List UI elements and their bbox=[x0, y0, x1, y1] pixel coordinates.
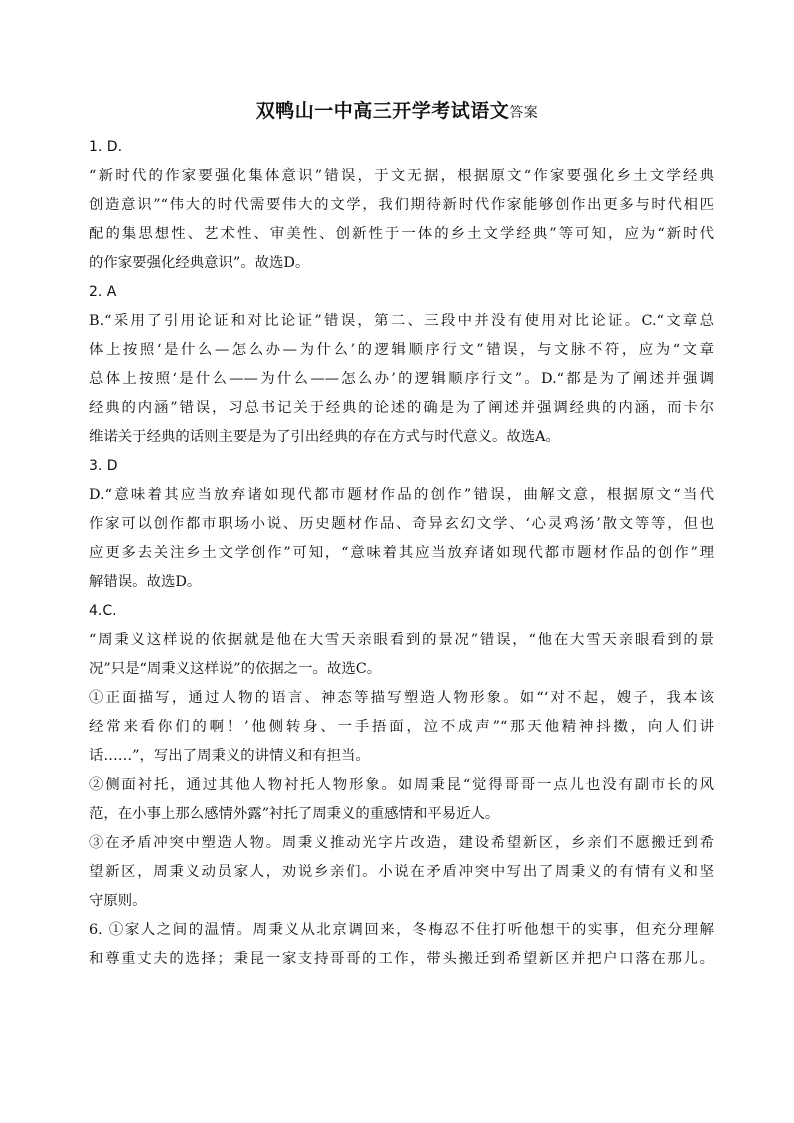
answer-line: 总体上按照‘是什么——为什么——怎么办’的逻辑顺序行文”。D.“都是为了阐述并强调 bbox=[89, 371, 714, 387]
answer-line: 话……”，写出了周秉义的讲情义和有担当。 bbox=[89, 748, 370, 764]
title-main: 双鸭山一中高三开学考试语文 bbox=[255, 100, 510, 122]
title-suffix: 答案 bbox=[509, 105, 539, 121]
answer-line: 经常来看你们的啊！’他侧转身、一手捂面，泣不成声”“那天他精神抖擞，向人们讲 bbox=[89, 719, 714, 735]
answer-line: 的作家要强化经典意识”。故选D。 bbox=[89, 255, 310, 271]
answer-line: D.“意味着其应当放弃诸如现代都市题材作品的创作”错误，曲解文意，根据原文“当代 bbox=[89, 487, 714, 503]
question-number: 4.C. bbox=[89, 603, 117, 619]
answer-line: 配的集思想性、艺术性、审美性、创新性于一体的乡土文学经典”等可知，应为“新时代 bbox=[89, 226, 714, 242]
answer-line: 解错误。故选D。 bbox=[89, 574, 202, 590]
page-title bbox=[0, 96, 794, 123]
answer-line: “新时代的作家要强化集体意识”错误，于文无据，根据原文“作家要强化乡土文学经典 bbox=[89, 168, 714, 184]
answer-line: “周秉义这样说的依据就是他在大雪天亲眼看到的景况”错误，“他在大雪天亲眼看到的景 bbox=[89, 632, 714, 648]
answer-line: 望新区，周秉义动员家人，劝说乡亲们。小说在矛盾冲突中写出了周秉义的有情有义和坚 bbox=[89, 864, 714, 880]
answer-line: 况”只是“周秉义这样说”的依据之一。故选C。 bbox=[89, 661, 382, 677]
answer-line: B.“采用了引用论证和对比论证”错误，第二、三段中并没有使用对比论证。C.“文章总 bbox=[89, 313, 714, 329]
answer-line: 创造意识”“伟大的时代需要伟大的文学，我们期待新时代作家能够创作出更多与时代相匹 bbox=[89, 197, 714, 213]
question-number: 1. D. bbox=[89, 139, 123, 155]
question-number: 3. D bbox=[89, 458, 118, 474]
answer-line: 维诺关于经典的话则主要是为了引出经典的存在方式与时代意义。故选A。 bbox=[89, 429, 560, 445]
answer-line: 经典的内涵”错误，习总书记关于经典的论述的确是为了阐述并强调经典的内涵，而卡尔 bbox=[89, 400, 714, 416]
answer-line: 和尊重丈夫的选择；秉昆一家支持哥哥的工作，带头搬迁到希望新区并把户口落在那儿。 bbox=[89, 951, 714, 967]
answer-line: 守原则。 bbox=[89, 893, 147, 909]
answer-line: ③在矛盾冲突中塑造人物。周秉义推动光字片改造，建设希望新区，乡亲们不愿搬迁到希 bbox=[89, 835, 714, 851]
answer-line: 体上按照‘是什么—怎么办—为什么’的逻辑顺序行文”错误，与文脉不符，应为“文章 bbox=[89, 342, 714, 358]
question-number: 2. A bbox=[89, 284, 117, 300]
answer-line: 应更多去关注乡土文学创作”可知，“意味着其应当放弃诸如现代都市题材作品的创作”理 bbox=[89, 545, 714, 561]
answer-line: ②侧面衬托，通过其他人物衬托人物形象。如周秉昆“觉得哥哥一点儿也没有副市长的风 bbox=[89, 777, 714, 793]
answer-body bbox=[89, 133, 714, 974]
answer-line: 作家可以创作都市职场小说、历史题材作品、奇异玄幻文学、‘心灵鸡汤’散文等等，但也 bbox=[89, 516, 714, 532]
answer-line: ①正面描写，通过人物的语言、神态等描写塑造人物形象。如“‘对不起，嫂子，我本该 bbox=[89, 690, 714, 706]
answer-line: 6. ①家人之间的温情。周秉义从北京调回来，冬梅忍不住打听他想干的实事，但充分理解 bbox=[89, 922, 714, 938]
answer-line: 范，在小事上那么感情外露”衬托了周秉义的重感情和平易近人。 bbox=[89, 806, 500, 822]
